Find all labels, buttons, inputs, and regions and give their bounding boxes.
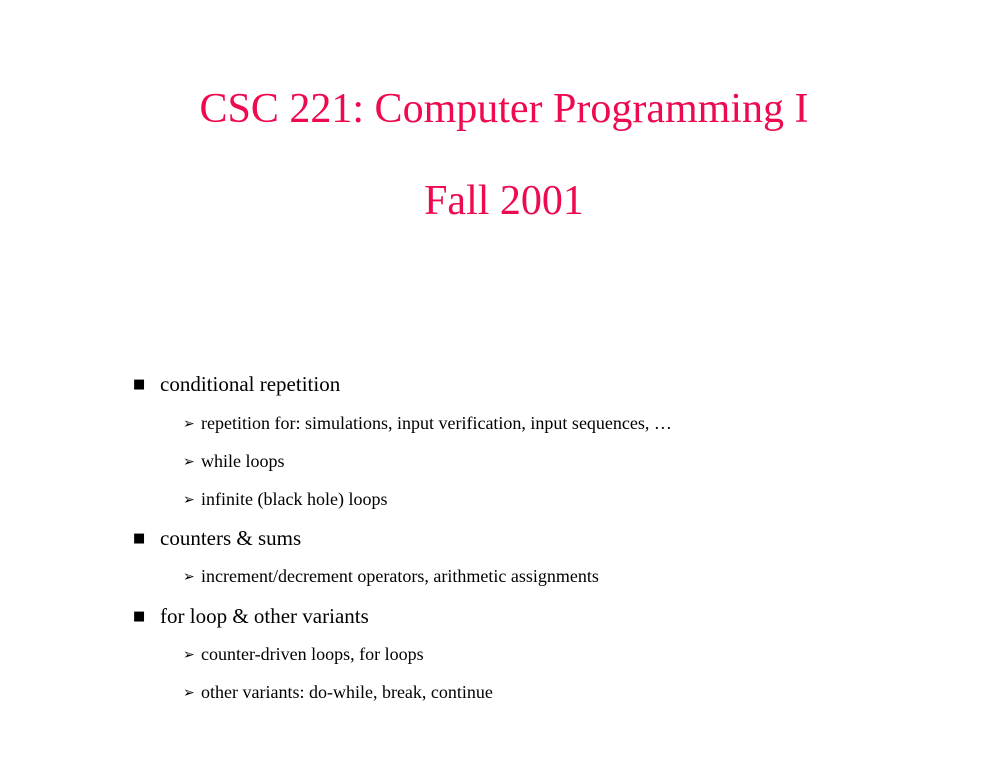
- sub-bullet-item-label: while loops: [201, 451, 285, 471]
- sub-bullet-item: [183, 566, 599, 587]
- square-bullet-icon: ■: [133, 531, 146, 546]
- sub-bullet-item-label: counter-driven loops, for loops: [201, 644, 424, 664]
- bullet-item-label: for loop & other variants: [160, 604, 369, 628]
- slide-subtitle: Fall 2001: [424, 178, 584, 224]
- sub-bullet-item-label: infinite (black hole) loops: [201, 489, 388, 509]
- sub-bullet-item: [183, 644, 424, 665]
- arrow-bullet-icon: ➢: [183, 416, 195, 432]
- sub-bullet-item-label: other variants: do-while, break, continue: [201, 682, 493, 702]
- sub-bullet-item: [183, 489, 387, 510]
- square-bullet-icon: ■: [133, 377, 146, 392]
- slide-title: CSC 221: Computer Programming I: [199, 86, 809, 132]
- bullet-item: [133, 372, 340, 397]
- arrow-bullet-icon: ➢: [183, 492, 195, 508]
- arrow-bullet-icon: ➢: [183, 685, 195, 701]
- bullet-item: [133, 604, 369, 629]
- bullet-item: [133, 526, 301, 551]
- arrow-bullet-icon: ➢: [183, 569, 195, 585]
- bullet-item-label: conditional repetition: [160, 372, 341, 396]
- sub-bullet-item-label: repetition for: simulations, input verification, input sequences, …: [201, 413, 672, 433]
- arrow-bullet-icon: ➢: [183, 454, 195, 470]
- bullet-item-label: counters & sums: [160, 526, 302, 550]
- arrow-bullet-icon: ➢: [183, 647, 195, 663]
- sub-bullet-item: [183, 413, 672, 434]
- sub-bullet-item: [183, 451, 285, 472]
- sub-bullet-item-label: increment/decrement operators, arithmetic assignments: [201, 566, 599, 586]
- square-bullet-icon: ■: [133, 609, 146, 624]
- sub-bullet-item: [183, 682, 493, 703]
